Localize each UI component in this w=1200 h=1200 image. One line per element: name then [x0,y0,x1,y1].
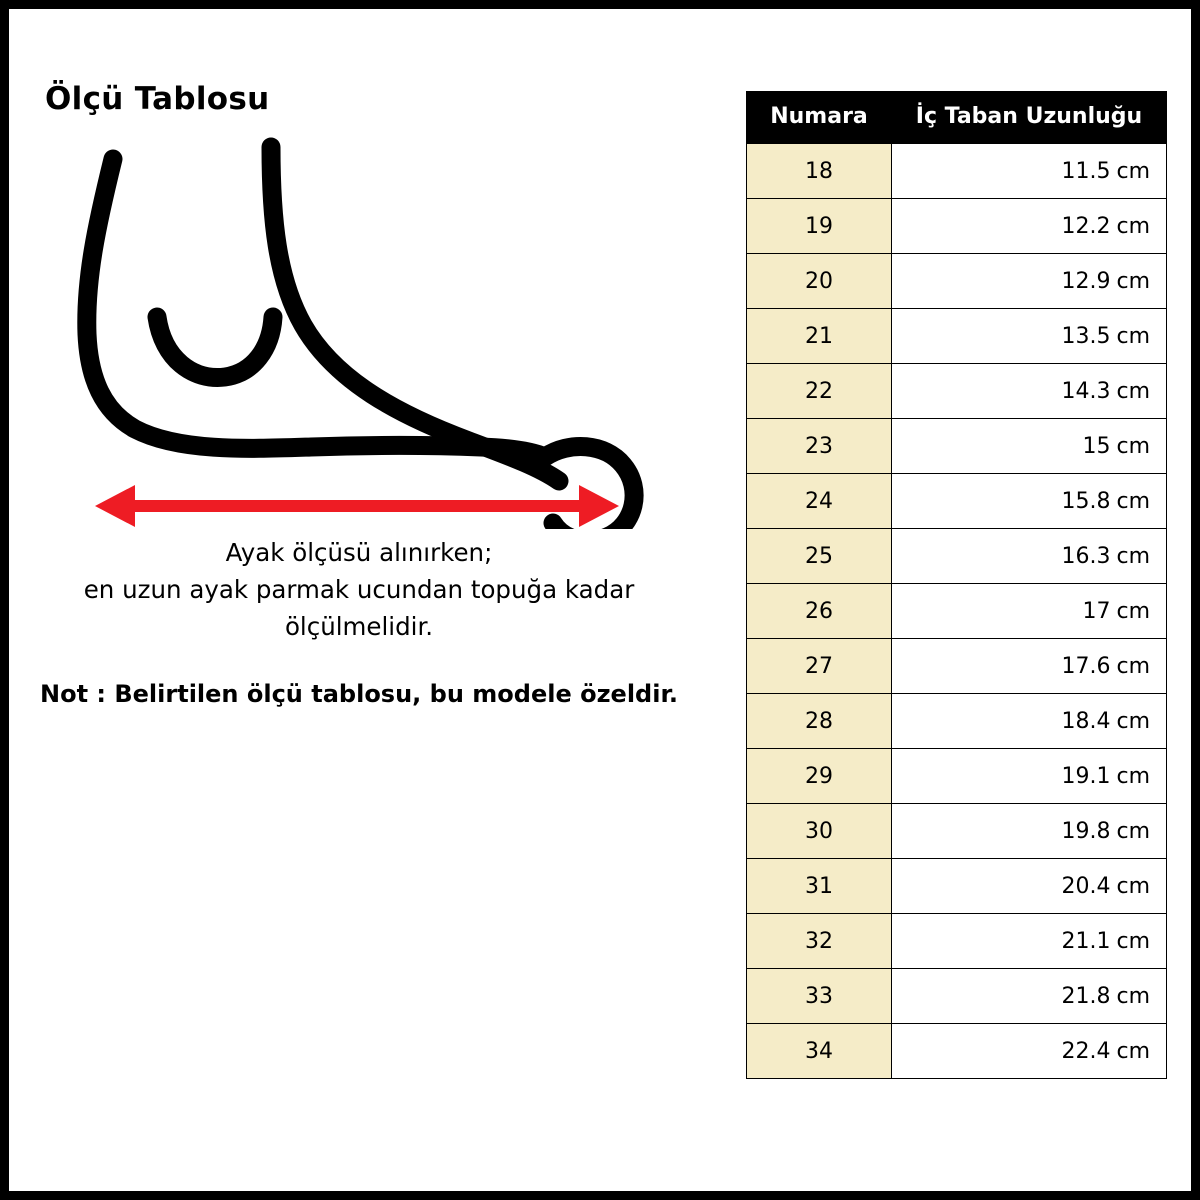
cell-uzunluk [892,199,1167,254]
cell-uzunluk [892,749,1167,804]
table-row [747,859,1167,914]
cell-numara: 22 [747,364,892,419]
table-row [747,309,1167,364]
cell-uzunluk-value: 17.6 [1061,653,1111,679]
cell-uzunluk-unit: cm [1116,983,1150,1009]
cell-uzunluk [892,529,1167,584]
cell-numara: 27 [747,639,892,694]
measurement-caption [9,534,709,645]
cell-numara: 28 [747,694,892,749]
cell-uzunluk-value: 20.4 [1061,873,1111,899]
cell-uzunluk-value: 12.2 [1061,213,1111,239]
cell-uzunluk-value: 17 [1082,598,1111,624]
cell-uzunluk [892,309,1167,364]
header-numara: Numara [747,92,892,144]
cell-numara: 31 [747,859,892,914]
cell-uzunluk-value: 22.4 [1061,1038,1111,1064]
cell-numara: 34 [747,1024,892,1079]
table-row [747,804,1167,859]
cell-uzunluk [892,419,1167,474]
cell-uzunluk-unit: cm [1116,708,1150,734]
model-note: Not : Belirtilen ölçü tablosu, bu modele özeldir. [40,680,678,708]
left-panel [9,9,729,1191]
cell-uzunluk-unit: cm [1116,1038,1150,1064]
caption-line-1: Ayak ölçüsü alınırken; [225,538,493,567]
cell-numara: 30 [747,804,892,859]
table-row [747,364,1167,419]
table-row [747,749,1167,804]
cell-uzunluk [892,474,1167,529]
cell-uzunluk-value: 11.5 [1061,158,1111,184]
table-row [747,969,1167,1024]
cell-numara: 32 [747,914,892,969]
cell-uzunluk-unit: cm [1116,818,1150,844]
cell-numara: 26 [747,584,892,639]
cell-numara: 23 [747,419,892,474]
table-row [747,419,1167,474]
cell-uzunluk-value: 19.8 [1061,818,1111,844]
size-table-body [747,144,1167,1079]
cell-uzunluk-unit: cm [1116,653,1150,679]
cell-uzunluk-value: 21.1 [1061,928,1111,954]
caption-line-2: en uzun ayak parmak ucundan topuğa kadar [83,575,635,604]
ankle-arc-icon [157,317,273,377]
cell-numara: 33 [747,969,892,1024]
cell-numara: 29 [747,749,892,804]
cell-uzunluk-unit: cm [1116,378,1150,404]
table-row [747,584,1167,639]
table-row [747,694,1167,749]
cell-uzunluk-value: 15 [1082,433,1111,459]
cell-uzunluk [892,364,1167,419]
cell-uzunluk [892,694,1167,749]
cell-numara: 21 [747,309,892,364]
cell-uzunluk [892,969,1167,1024]
cell-uzunluk [892,1024,1167,1079]
cell-uzunluk-value: 14.3 [1061,378,1111,404]
cell-numara: 20 [747,254,892,309]
double-arrow-icon [95,485,619,527]
cell-uzunluk [892,914,1167,969]
table-row [747,1024,1167,1079]
cell-uzunluk [892,859,1167,914]
cell-uzunluk-value: 18.4 [1061,708,1111,734]
cell-numara: 25 [747,529,892,584]
page-title: Ölçü Tablosu [45,81,270,117]
cell-uzunluk-unit: cm [1116,488,1150,514]
cell-uzunluk-value: 13.5 [1061,323,1111,349]
cell-numara: 19 [747,199,892,254]
measure-arrow [39,464,679,534]
cell-uzunluk-value: 19.1 [1061,763,1111,789]
cell-uzunluk-unit: cm [1116,543,1150,569]
table-row [747,914,1167,969]
size-table-head [747,92,1167,144]
cell-uzunluk-value: 15.8 [1061,488,1111,514]
cell-uzunluk-unit: cm [1116,928,1150,954]
cell-numara: 24 [747,474,892,529]
cell-uzunluk-unit: cm [1116,763,1150,789]
cell-uzunluk-unit: cm [1116,213,1150,239]
cell-uzunluk-unit: cm [1116,598,1150,624]
cell-uzunluk [892,254,1167,309]
cell-uzunluk-unit: cm [1116,873,1150,899]
cell-uzunluk-unit: cm [1116,323,1150,349]
caption-line-3: ölçülmelidir. [284,612,434,641]
cell-uzunluk-value: 21.8 [1061,983,1111,1009]
cell-numara: 18 [747,144,892,199]
size-table-container [746,91,1166,1079]
size-table [746,91,1167,1079]
cell-uzunluk-unit: cm [1116,268,1150,294]
table-row [747,254,1167,309]
cell-uzunluk-unit: cm [1116,158,1150,184]
cell-uzunluk [892,804,1167,859]
cell-uzunluk [892,639,1167,694]
cell-uzunluk-value: 12.9 [1061,268,1111,294]
table-header-row [747,92,1167,144]
table-row [747,639,1167,694]
cell-uzunluk [892,144,1167,199]
table-row [747,529,1167,584]
table-row [747,199,1167,254]
table-row [747,144,1167,199]
cell-uzunluk-unit: cm [1116,433,1150,459]
table-row [747,474,1167,529]
header-ic-taban-uzunlugu: İç Taban Uzunluğu [892,92,1167,144]
cell-uzunluk-value: 16.3 [1061,543,1111,569]
cell-uzunluk [892,584,1167,639]
